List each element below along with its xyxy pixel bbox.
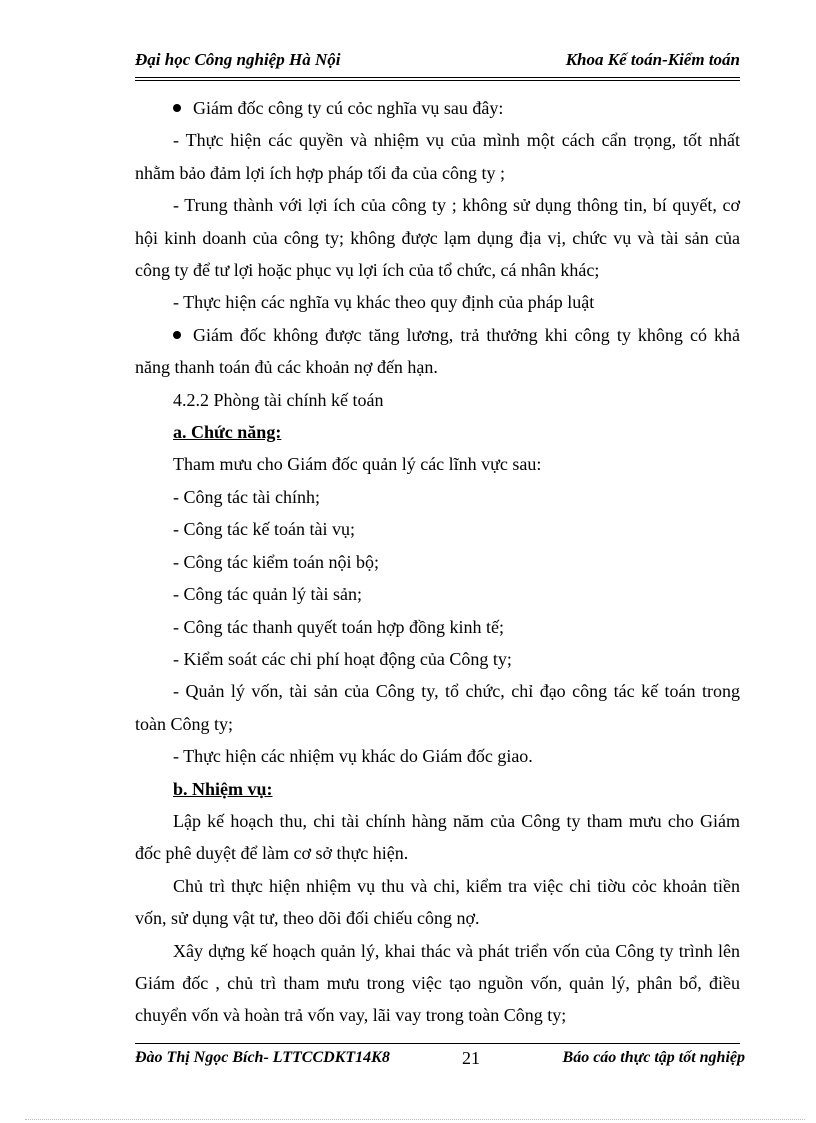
bullet-paragraph [135, 92, 740, 124]
page-number: 21 [462, 1048, 480, 1068]
subsection-heading [135, 416, 740, 448]
paragraph: - Trung thành với lợi ích của công ty ; không sử dụng thông tin, bí quyết, cơ hội kinh doanh của công ty; không được lạm dụng địa vị, chức vụ và tài sản của công ty để tư lợi hoặc phục vụ lợi ích của tổ chức, cá nhân khác; [135, 195, 740, 281]
footer-author: Đào Thị Ngọc Bích- LTTCCDKT14K8 [135, 1049, 390, 1066]
bullet-icon [173, 331, 181, 339]
header-university: Đại học Công nghiệp Hà Nội [135, 50, 341, 69]
paragraph: Tham mưu cho Giám đốc quản lý các lĩnh vực sau: [173, 454, 542, 475]
paragraph: - Thực hiện các quyền và nhiệm vụ của mình một cách cẩn trọng, tốt nhất nhằm bảo đảm lợi ích hợp pháp tối đa của công ty ; [135, 130, 740, 183]
page-header [135, 50, 740, 70]
paragraph-text: Giám đốc công ty cú cỏc nghĩa vụ sau đây: [193, 98, 504, 118]
paragraph: Chủ trì thực hiện nhiệm vụ thu và chi, kiểm tra việc chi tiờu cỏc khoản tiền vốn, sử dụng vật tư, theo dõi đối chiếu công nợ. [135, 875, 740, 929]
list-item: - Công tác kế toán tài vụ; [173, 519, 355, 540]
list-item: - Thực hiện các nhiệm vụ khác do Giám đốc giao. [173, 746, 533, 767]
page-boundary-line [25, 1119, 805, 1120]
bullet-paragraph [135, 319, 740, 384]
paragraph: - Thực hiện các nghĩa vụ khác theo quy định của pháp luật [173, 292, 595, 313]
header-rule-double [135, 80, 740, 81]
list-item: - Công tác quản lý tài sản; [173, 584, 362, 605]
subsection-heading-text: a. Chức năng: [173, 422, 282, 443]
paragraph: Xây dựng kế hoạch quản lý, khai thác và phát triển vốn của Công ty trình lên Giám đốc , chủ trì tham mưu trong việc tạo nguồn vốn, quản lý, phân bổ, điều chuyển vốn và hoàn trả vốn vay, lãi vay trong toàn Công ty; [135, 940, 740, 1026]
paragraph-text: Giám đốc không được tăng lương, trả thưởng khi công ty không có khả năng thanh toán đủ các khoản nợ đến hạn. [135, 324, 740, 378]
footer-report-title: Báo cáo thực tập tốt nghiệp [562, 1049, 745, 1066]
paragraph: Lập kế hoạch thu, chi tài chính hàng năm của Công ty tham mưu cho Giám đốc phê duyệt để làm cơ sở thực hiện. [135, 810, 740, 864]
bullet-icon [173, 104, 181, 112]
list-item: - Công tác tài chính; [173, 486, 320, 507]
header-faculty: Khoa Kế toán-Kiểm toán [565, 50, 740, 69]
list-item: - Kiểm soát các chi phí hoạt động của Công ty; [173, 648, 512, 669]
list-item: - Công tác kiểm toán nội bộ; [173, 551, 379, 572]
footer-rule [135, 1043, 740, 1044]
header-rule [135, 77, 740, 78]
list-item: - Quản lý vốn, tài sản của Công ty, tổ chức, chỉ đạo công tác kế toán trong toàn Công ty; [135, 681, 740, 734]
section-heading: 4.2.2 Phòng tài chính kế toán [173, 389, 384, 410]
subsection-heading-text: b. Nhiệm vụ: [173, 778, 273, 799]
subsection-heading [135, 773, 740, 805]
document-body [135, 92, 740, 1032]
list-item: - Công tác thanh quyết toán hợp đồng kinh tế; [173, 616, 504, 637]
